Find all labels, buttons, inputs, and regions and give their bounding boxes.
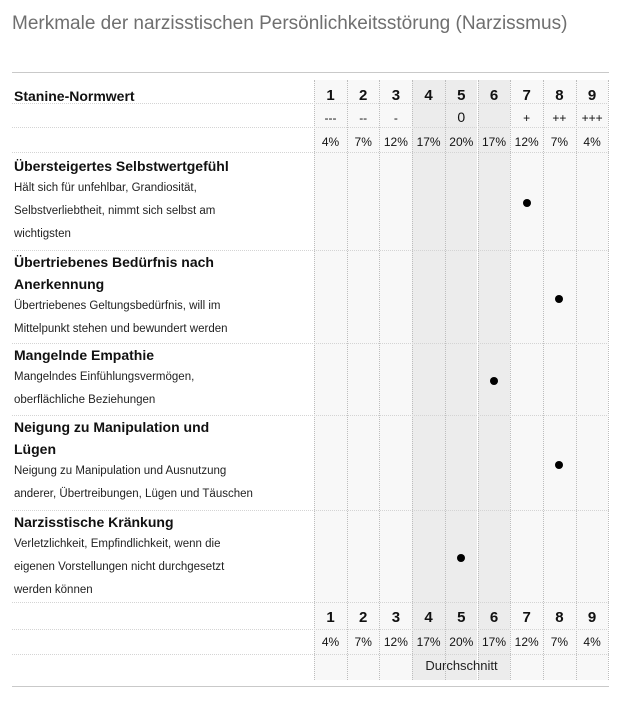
trait-name-line: Anerkennung: [14, 276, 105, 292]
stanine-number: 6: [489, 87, 499, 104]
footer-stanine-number: 3: [391, 609, 401, 626]
row-separator: [12, 127, 609, 128]
footer-stanine-percent: 7%: [354, 635, 372, 649]
footer-stanine-number: 4: [424, 609, 433, 626]
column-separator: [347, 80, 348, 680]
row-separator: [12, 602, 609, 603]
footer-stanine-number: 1: [326, 609, 335, 626]
trait-name-line: Übertriebenes Bedürfnis nach: [14, 254, 214, 270]
trait-description-line: wichtigsten: [14, 228, 71, 240]
stanine-column-7: [510, 80, 543, 680]
trait-name-line: Narzisstische Kränkung: [14, 514, 174, 530]
column-separator: [379, 80, 380, 680]
column-separator: [510, 80, 511, 680]
stanine-percent: 7%: [550, 135, 569, 149]
trait-description-line: oberflächliche Beziehungen: [14, 394, 156, 406]
bottom-divider: [12, 686, 609, 687]
stanine-column-4: [412, 80, 445, 680]
footer-stanine-percent: 7%: [550, 635, 569, 649]
stanine-percent: 20%: [449, 135, 474, 149]
stanine-percent: 12%: [514, 135, 539, 149]
column-separator: [478, 80, 479, 680]
column-separator: [576, 80, 577, 680]
top-divider: [12, 72, 609, 73]
trait-description-line: eigenen Vorstellungen nicht durchgesetzt: [14, 561, 225, 573]
row-separator: [12, 629, 609, 630]
stanine-column-9: [576, 80, 609, 680]
footer-stanine-number: 5: [457, 609, 466, 626]
trait-description-line: werden können: [14, 584, 93, 596]
stanine-symbol: ---: [324, 111, 337, 125]
trait-description-line: Mangelndes Einfühlungsvermögen,: [14, 371, 195, 383]
trait-value-dot-1: [523, 199, 531, 207]
footer-stanine-percent: 12%: [514, 635, 539, 649]
stanine-percent: 17%: [481, 135, 507, 149]
trait-description-line: Neigung zu Manipulation und Ausnutzung: [14, 465, 227, 477]
trait-description-line: Übertriebenes Geltungsbedürfnis, will im: [14, 300, 221, 312]
trait-5: [14, 511, 304, 602]
trait-value-dot-3: [490, 377, 498, 385]
footer-stanine-percent: 12%: [383, 635, 408, 649]
trait-1: [14, 155, 304, 246]
column-separator: [314, 80, 315, 680]
stanine-number: 8: [555, 87, 564, 104]
stanine-symbol: -: [393, 111, 398, 125]
trait-name-line: Mangelnde Empathie: [14, 347, 155, 363]
stanine-symbol: --: [359, 111, 368, 125]
stanine-percent: 7%: [354, 135, 372, 149]
stanine-column-2: [347, 80, 380, 680]
row-separator: [12, 152, 609, 153]
column-separator: [608, 80, 609, 680]
stanine-column-1: [314, 80, 347, 680]
trait-description-line: Selbstverliebtheit, nimmt sich selbst am: [14, 205, 216, 217]
column-separator: [445, 80, 446, 680]
stanine-number: 5: [457, 87, 466, 104]
stanine-number: 7: [522, 87, 531, 104]
footer-stanine-percent: 17%: [416, 635, 441, 649]
stanine-column-5: [445, 80, 478, 680]
trait-value-dot-2: [555, 295, 563, 303]
footer-stanine-number: 9: [587, 609, 597, 626]
trait-2: [14, 251, 304, 341]
trait-name-line: Übersteigertes Selbstwertgefühl: [14, 158, 229, 174]
trait-name-line: Lügen: [14, 441, 56, 457]
footer-stanine-percent: 20%: [449, 635, 474, 649]
stanine-number: 1: [326, 87, 335, 104]
trait-description-line: Mittelpunkt stehen und bewundert werden: [14, 323, 228, 335]
trait-name-line: Neigung zu Manipulation und: [14, 419, 210, 435]
stanine-number: 9: [587, 87, 597, 104]
footer-stanine-percent: 17%: [481, 635, 507, 649]
stanine-symbol: +++: [581, 111, 603, 125]
trait-description-line: Hält sich für unfehlbar, Grandiosität,: [14, 182, 197, 194]
stanine-symbol: +: [523, 111, 531, 125]
stanine-percent: 17%: [416, 135, 441, 149]
footer-stanine-number: 7: [522, 609, 531, 626]
trait-3: [14, 344, 304, 412]
footer-stanine-number: 6: [489, 609, 499, 626]
trait-description-line: Verletzlichkeit, Empfindlichkeit, wenn die: [14, 538, 221, 550]
footer-stanine-percent: 4%: [583, 635, 601, 649]
footer-stanine-number: 2: [359, 609, 368, 626]
stanine-percent: 12%: [383, 135, 408, 149]
column-separator: [543, 80, 544, 680]
stanine-column-3: [379, 80, 412, 680]
trait-description-line: anderer, Übertreibungen, Lügen und Täuschen: [14, 488, 253, 500]
stanine-number: 3: [391, 87, 401, 104]
trait-value-dot-4: [555, 461, 563, 469]
chart-title: Merkmale der narzisstischen Persönlichkeitsstörung (Narzissmus): [12, 13, 568, 34]
column-separator: [412, 80, 413, 680]
stanine-number: 2: [359, 87, 368, 104]
stanine-header-label: Stanine-Normwert: [14, 88, 135, 104]
average-label: Durchschnitt: [425, 658, 498, 673]
stanine-symbol: ++: [552, 111, 567, 125]
footer-stanine-percent: 4%: [321, 635, 340, 649]
stanine-column-8: [543, 80, 576, 680]
stanine-symbol: 0: [457, 109, 466, 125]
footer-stanine-number: 8: [555, 609, 564, 626]
stanine-number: 4: [424, 87, 433, 104]
trait-4: [14, 416, 304, 506]
stanine-percent: 4%: [321, 135, 340, 149]
row-separator: [12, 654, 609, 655]
stanine-percent: 4%: [583, 135, 601, 149]
